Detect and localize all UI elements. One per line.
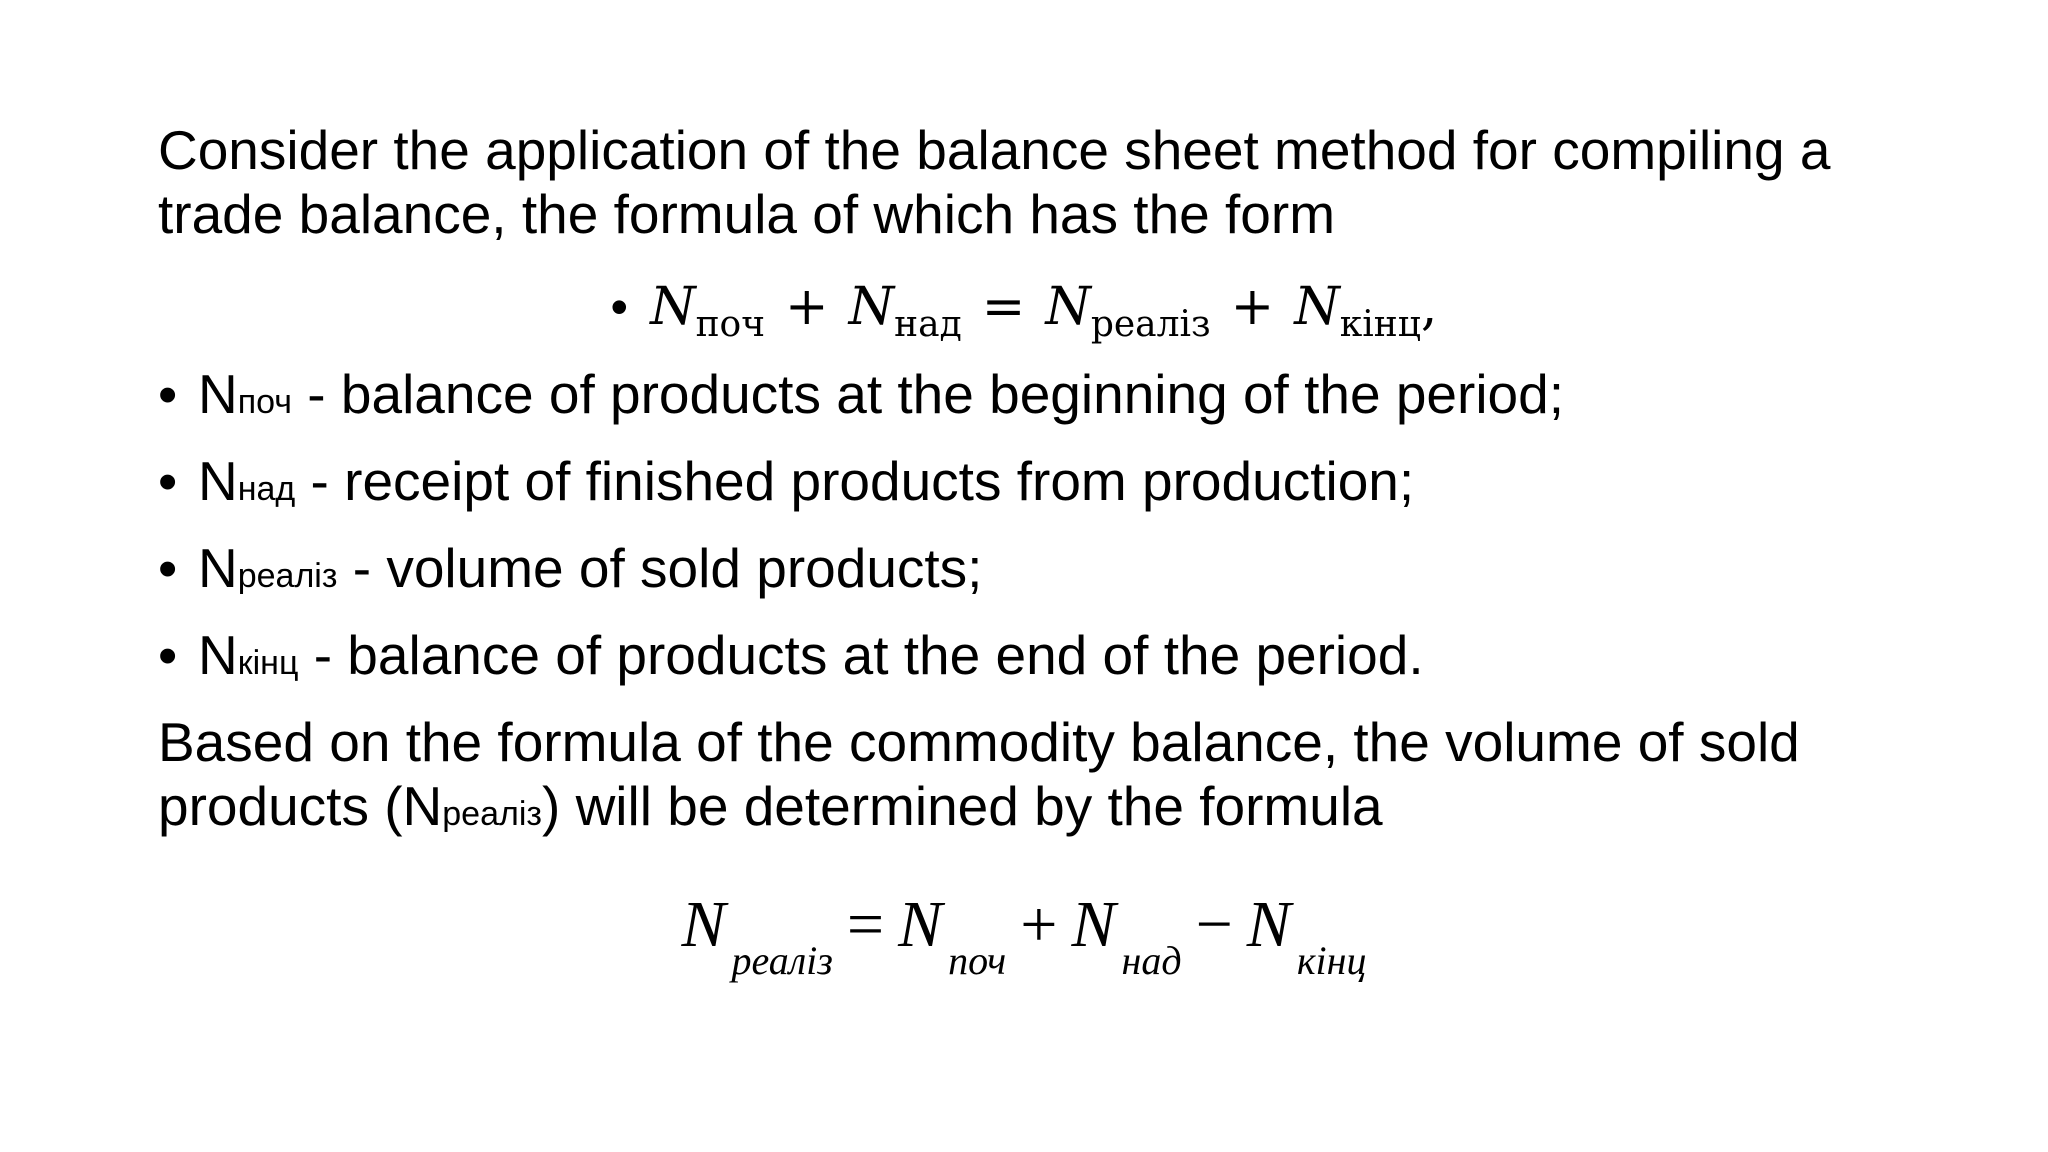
formula-punctuation: , <box>1420 277 1438 337</box>
list-item <box>158 623 1918 710</box>
definition-subscript: реаліз <box>237 557 338 595</box>
conclusion-subscript: реаліз <box>442 795 542 833</box>
formula-subscript: кінц <box>1339 304 1421 345</box>
formula-subscript: реаліз <box>731 938 833 983</box>
definition-text: - balance of products at the beginning of the period; <box>292 363 1565 425</box>
formula-var: N <box>898 888 943 961</box>
conclusion-text-end: ) will be determined by the formula <box>541 775 1383 837</box>
formula-operator: − <box>1195 888 1233 961</box>
formula-operator: + <box>1020 888 1058 961</box>
formula-subscript: над <box>894 304 962 345</box>
formula-operator: = <box>981 277 1026 337</box>
formula-subscript: над <box>1121 938 1182 983</box>
formula-subscript: реаліз <box>1090 304 1211 345</box>
bullet: • <box>158 537 178 599</box>
formula-subscript: поч <box>695 304 766 345</box>
formula-subscript: поч <box>948 938 1007 983</box>
definition-symbol: N <box>198 624 238 686</box>
definition-text: - receipt of finished products from production; <box>295 450 1415 512</box>
list-item <box>158 449 1918 536</box>
bullet: • <box>158 624 178 686</box>
formula-bullet: • <box>610 279 629 335</box>
formula-var: N <box>1246 888 1291 961</box>
definition-symbol: N <box>198 363 238 425</box>
definition-symbol: N <box>198 537 238 599</box>
intro-paragraph: Consider the application of the balance sheet method for compiling a trade balance, the formula of which has the form <box>158 119 1831 245</box>
formula-var: N <box>1045 277 1091 337</box>
conclusion-text: Based on the formula of the commodity balance, the volume of sold products (N <box>158 711 1800 837</box>
bullet: • <box>158 363 178 425</box>
formula-var: N <box>1294 277 1340 337</box>
definition-text: - balance of products at the end of the period. <box>298 624 1424 686</box>
definition-subscript: поч <box>237 383 293 421</box>
definition-subscript: над <box>237 470 296 508</box>
formula-var: N <box>1071 888 1116 961</box>
formula-subscript: кінц <box>1296 938 1367 983</box>
balance-formula <box>0 272 2048 348</box>
definition-subscript: кінц <box>237 644 299 682</box>
formula-var: N <box>650 277 696 337</box>
sold-volume-formula <box>0 880 2048 983</box>
definitions-list <box>158 362 1918 710</box>
definition-text: - volume of sold products; <box>337 537 983 599</box>
formula-operator: + <box>785 277 829 337</box>
bullet: • <box>158 450 178 512</box>
list-item <box>158 536 1918 623</box>
formula-operator: = <box>846 888 885 961</box>
formula-operator: + <box>1230 277 1275 337</box>
conclusion-paragraph <box>158 710 1918 846</box>
definition-symbol: N <box>198 450 238 512</box>
formula-var: N <box>681 888 726 961</box>
list-item <box>158 362 1918 449</box>
formula-var: N <box>848 277 895 337</box>
